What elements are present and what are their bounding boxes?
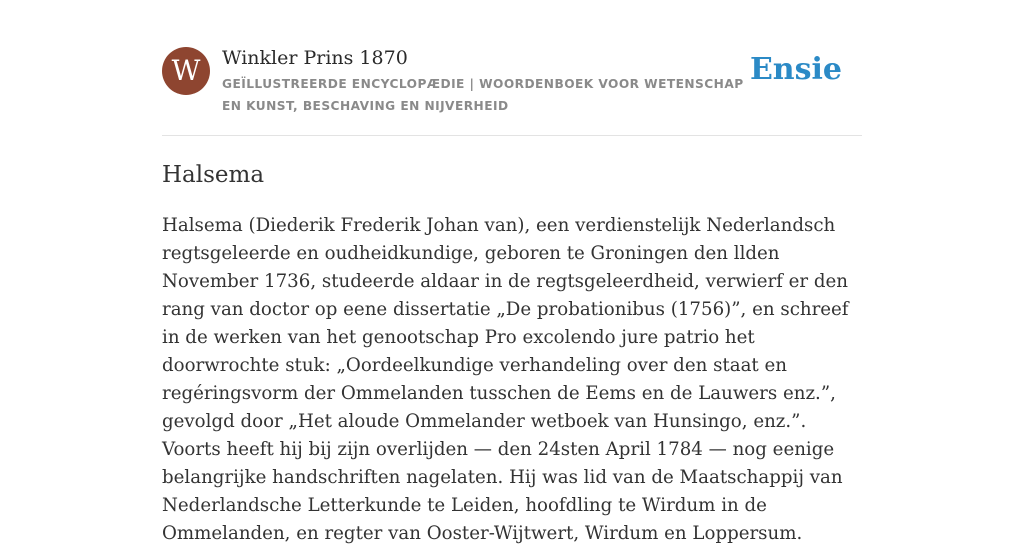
entry-title: Halsema (162, 162, 265, 188)
brand-logo-link[interactable]: Ensie (749, 52, 842, 87)
header-divider (162, 135, 862, 136)
source-subtitle: GEÏLLUSTREERDE ENCYCLOPÆDIE | WOORDENBOEK VOOR WETENSCHAP EN KUNST, BESCHAVING EN NIJVERHEID (222, 77, 744, 113)
entry-body: Halsema (Diederik Frederik Johan van), een verdienstelijk Nederlandsch regtsgeleerde en oudheidkundige, geboren te Groningen den llden November 1736, studeerde aldaar in de regtsgeleerdheid, verwierf er den rang van doctor op eene dissertatie „De probationibus (1756)”, en schreef in de werken van het genootschap Pro excolendo jure patrio het doorwrochte stuk: „Oordeelkundige verhandeling over den staat en regéringsvorm der Ommelanden tusschen de Eems en de Lauwers enz.”, gevolgd door „Het aloude Ommelander wetboek van Hunsingo, enz.”. Voorts heeft hij bij zijn overlijden — den 24sten April 1784 — nog eenige belangrijke handschriften nagelaten. Hij was lid van de Maatschappij van Nederlandsche Letterkunde te Leiden, hoofdling te Wirdum in de Ommelanden, en regter van Ooster-Wijtwert, Wirdum en Loppersum. (162, 215, 849, 544)
source-avatar[interactable]: W (162, 47, 210, 95)
source-header (162, 46, 862, 116)
source-title[interactable]: Winkler Prins 1870 (222, 47, 408, 69)
